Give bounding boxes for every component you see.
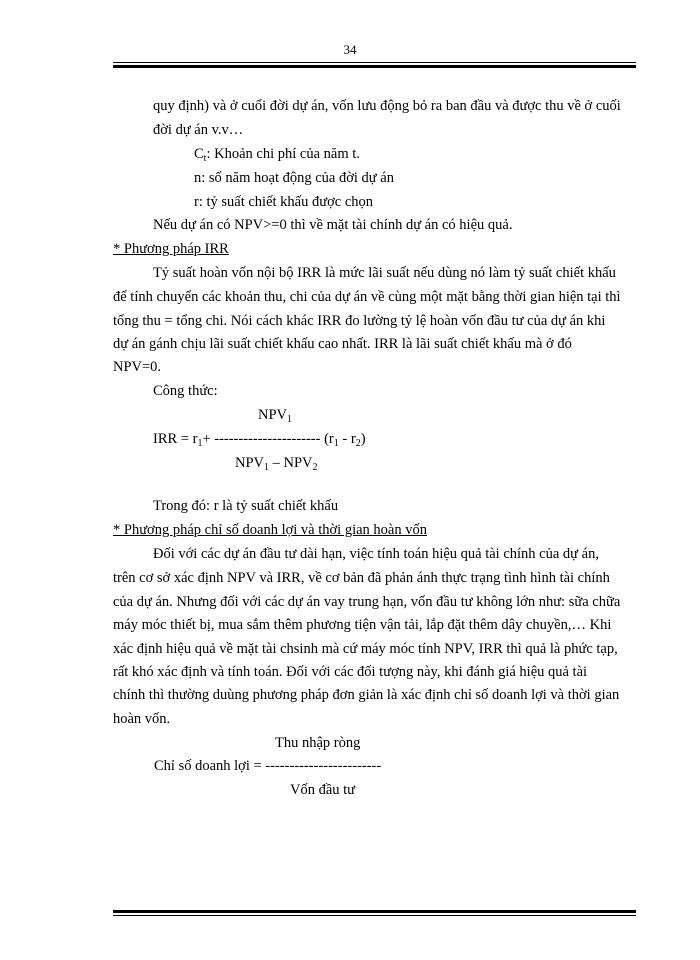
irr-paren-end: ) [360, 431, 366, 447]
body-line: chính thì thường duùng phương pháp đơn giản là xác định chỉ số doanh lợi và thời gian [113, 687, 620, 703]
irr-paren-mid: - r [338, 431, 356, 447]
pi-numerator: Thu nhập ròng [275, 735, 361, 751]
header-rule-thick [113, 65, 636, 68]
pi-heading: * Phương pháp chỉ số doanh lợi và thời gian hoàn vốn [113, 522, 427, 538]
irr-heading: * Phương pháp IRR [113, 241, 229, 257]
body-line: NPV=0. [113, 359, 162, 375]
irr-paren-sub2: 2 [355, 438, 361, 449]
body-line: của dự án. Nhưng đối với các dự án vay trung hạn, vốn đầu tư không lớn như: sữa chữa [113, 594, 621, 610]
body-line: rất khó xác định và tính toán. Đối với các đối tượng này, khi đánh giá hiệu quả tài [113, 664, 588, 680]
body-line: dự án gánh chịu lãi suất chiết khấu cao nhất. IRR là lãi suất chiết khấu mà ở đó [113, 336, 572, 352]
ct-subscript: t [203, 153, 207, 164]
ct-text: : Khoản chi phí của năm t. [206, 146, 360, 162]
body-line: đời dự án v.v… [153, 122, 244, 138]
definition-ct [194, 145, 360, 163]
footer-rule-thin [113, 915, 636, 916]
header-rule-thin [113, 62, 636, 63]
irr-paren-sub1: 1 [333, 438, 339, 449]
irr-formula-line [153, 430, 366, 448]
where-r: Trong đó: r là tỷ suất chiết khấu [153, 498, 339, 514]
npv-rule: Nếu dự án có NPV>=0 thì về mặt tài chính dự án có hiệu quả. [153, 217, 513, 233]
body-line: máy móc thiết bị, mua sắm thêm phương tiện vận tải, lắp đặt thêm dây chuyền,… Khi [113, 617, 612, 633]
irr-denominator [235, 454, 318, 472]
footer-rule-thick [113, 910, 636, 913]
irr-den-b-sub: 2 [312, 462, 318, 473]
irr-numerator [258, 406, 292, 424]
pi-denominator: Vốn đầu tư [290, 782, 356, 798]
body-line: tổng thu = tổng chi. Nói cách khác IRR đo lường tỷ lệ hoàn vốn đầu tư của dự án khi [113, 313, 606, 329]
irr-num-text: NPV [258, 407, 288, 423]
irr-dashes: + ---------------------- (r [202, 431, 334, 447]
irr-lhs-sub: 1 [197, 438, 203, 449]
irr-den-a-sub: 1 [264, 462, 270, 473]
formula-label: Công thức: [153, 383, 218, 399]
pi-formula-line: Chỉ số doanh lợi = ------------------------ [154, 758, 382, 774]
irr-den-a: NPV [235, 455, 265, 471]
definition-n: n: số năm hoạt động của đời dự án [194, 170, 394, 186]
body-line: xác định hiệu quả về mặt tài chsinh mà cứ máy móc tính NPV, IRR thì quả là phức tạp, [113, 641, 618, 657]
ct-symbol: C [194, 146, 204, 162]
body-line: hoàn vốn. [113, 711, 171, 727]
page-number: 34 [343, 42, 357, 57]
body-line: Tỷ suất hoàn vốn nội bộ IRR là mức lãi suất nếu dùng nó làm tỷ suất chiết khấu [153, 265, 616, 281]
definition-r: r: tỷ suất chiết khấu được chọn [194, 194, 374, 210]
irr-num-sub: 1 [287, 414, 293, 425]
irr-den-mid: – NPV [269, 455, 313, 471]
irr-lhs: IRR = r [153, 431, 198, 447]
body-line: để tính chuyển các khoản thu, chi của dự án về cùng một mặt bằng thời gian hiện tại thì [113, 289, 621, 305]
body-line: quy định) và ở cuối đời dự án, vốn lưu động bỏ ra ban đầu và được thu về ở cuối [153, 98, 621, 114]
body-line: Đối với các dự án đầu tư dài hạn, việc tính toán hiệu quả tài chính của dự án, [153, 546, 599, 562]
body-line: trên cơ sở xác định NPV và IRR, về cơ bản đã phản ánh thực trạng tình hình tài chính [113, 570, 610, 586]
